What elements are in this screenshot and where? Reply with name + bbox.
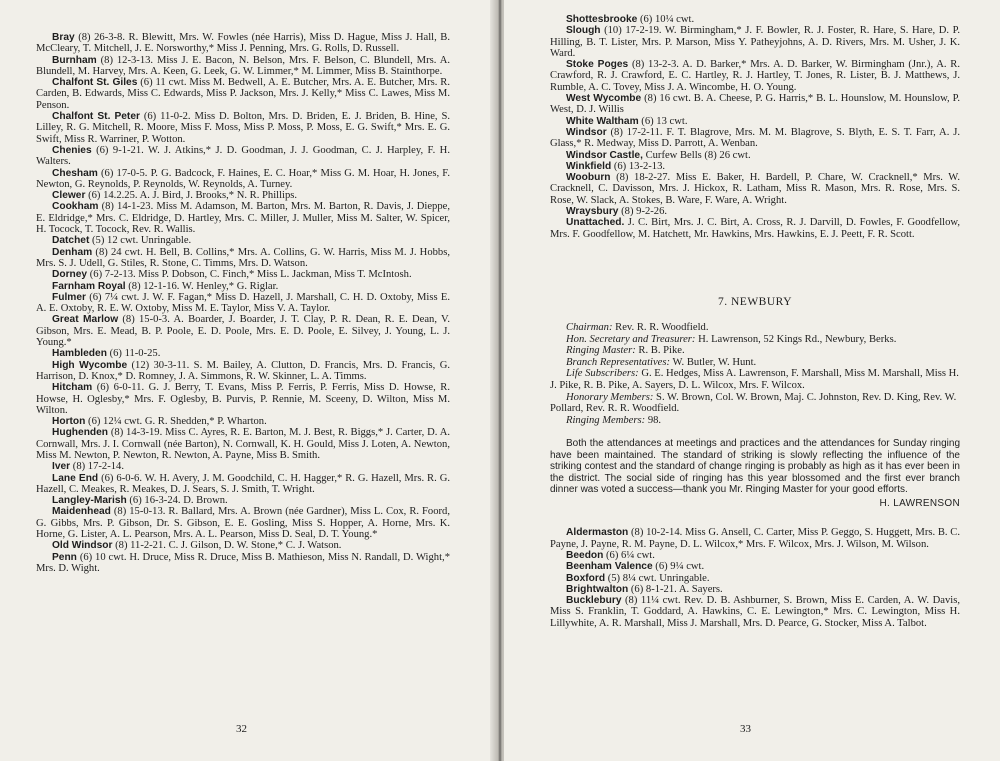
tower-entry: Langley-Marish (6) 16-3-24. D. Brown.	[52, 495, 228, 507]
officer-line: Honorary Members: S. W. Brown, Col. W. Brown, Maj. C. Johnston, Rev. D. King, Rev. W. Pollard, Rev. R. R. Woodfield.	[550, 391, 957, 415]
tower-entry: Shottesbrooke (6) 10¼ cwt.	[566, 14, 695, 25]
right-page	[504, 0, 1000, 761]
tower-entry: Iver (8) 17-2-14.	[52, 461, 124, 473]
tower-entry: Bucklebury (8) 11¼ cwt. Rev. D. B. Ashburner, S. Brown, Miss E. Carden, A. W. Davis, Miss S. Franklin, T. Goddard, A. Hawkins, C. E. Lewington,* Mrs. C. Lewington, Miss H. Lillywhite, A. R. Marshall, Miss J. Marshall, Mrs. D. Pearce, G. Stocker, Miss A. Talbot.	[550, 595, 960, 629]
tower-entry: Dorney (6) 7-2-13. Miss P. Dobson, C. Finch,* Miss L. Jackman, Miss T. McIntosh.	[52, 269, 412, 281]
tower-entry: Chalfont St. Peter (6) 11-0-2. Miss D. Bolton, Mrs. D. Briden, E. J. Briden, B. Hine, S. Lilley, R. G. Mitchell, R. Moore, Miss F. Moss, Miss P. Moss, P. Moss, E. G. Swift,* Mrs. E. G. Swift, Miss R. Warriner, P. Wotton.	[36, 111, 450, 145]
tower-entry: Hughenden (8) 14-3-19. Miss C. Ayres, R. E. Barton, M. J. Best, R. Biggs,* J. Carter, D. A. Cornwall, Mrs. J. I. Cornwall (née Barton), N. Cornwall, K. H. Gould, Miss J. Loten, A. Newton, Miss M. Newton, P. Newton, R. Newton, A. Payne, Miss B. Smith.	[36, 427, 450, 461]
tower-entry: Chalfont St. Giles (6) 11 cwt. Miss M. Bedwell, A. E. Butcher, Mrs. A. E. Butcher, Mrs. R. Carden, B. Edwards, Miss C. Edwards, Miss P. Jackson, Mrs. J. Kelly,* Miss C. Lawes, Miss M. Penson.	[36, 77, 451, 111]
tower-entry: White Waltham (6) 13 cwt.	[566, 115, 688, 127]
tower-entry: Beedon (6) 6¼ cwt.	[566, 549, 655, 561]
tower-entry: Old Windsor (8) 11-2-21. C. J. Gilson, D. W. Stone,* C. J. Watson.	[52, 540, 342, 552]
tower-entry: Clewer (6) 14.2.25. A. J. Bird, J. Brooks,* N. R. Phillips.	[52, 190, 298, 202]
tower-entry: Hitcham (6) 6-0-11. G. J. Berry, T. Evans, Miss P. Ferris, P. Ferris, Miss D. Howse, R. Howse, H. Oglesby,* Mrs. F. Oglesby, B. Purvis, P. Rennie, M. Sceeny, D. Wilton, Miss M. Wilton.	[36, 382, 450, 416]
tower-entry: Brightwalton (6) 8-1-21. A. Sayers.	[566, 583, 723, 595]
tower-entry: Great Marlow (8) 15-0-3. A. Boarder, J. Boarder, J. T. Clay, P. R. Dean, R. E. Dean, V. Gibson, Mrs. E. Mead, B. P. Poole, E. D. Poole, Mrs. E. D. Poole, E. Silvey, J. Young, L. J. Young.*	[36, 314, 450, 349]
tower-entry: Datchet (5) 12 cwt. Unringable.	[52, 235, 192, 247]
tower-entry: Windsor Castle, Curfew Bells (8) 26 cwt.	[566, 149, 751, 161]
tower-entry: West Wycombe (8) 16 cwt. B. A. Cheese, P. G. Harris,* B. L. Hounslow, M. Hounslow, P. West, D. J. Willis	[550, 93, 960, 116]
report-signature: H. LAWRENSON	[879, 498, 960, 510]
tower-entry: Windsor (8) 17-2-11. F. T. Blagrove, Mrs. M. M. Blagrove, S. Blyth, E. S. T. Farr, A. J. Glass,* R. Medway, Miss D. Parrott, A. Wenban.	[550, 126, 960, 150]
tower-entry: Chesham (6) 17-0-5. P. G. Badcock, F. Haines, E. C. Hoar,* Miss G. M. Hoar, H. Jones, F. Newton, G. Reynolds, P. Reynolds, W. Reynolds, A. Turney.	[36, 167, 451, 190]
tower-entry: Aldermaston (8) 10-2-14. Miss G. Ansell, C. Carter, Miss P. Geggo, S. Huggett, Mrs. B. C. Payne, J. Payne, R. M. Payne, D. L. Wilcox,* Mrs. F. Wilcox, Mrs. J. Wilson, M. Wilson.	[550, 527, 960, 550]
tower-entry: Fulmer (6) 7¼ cwt. J. W. F. Fagan,* Miss D. Hazell, J. Marshall, C. H. D. Oxtoby, Miss E. A. E. Oxtoby, R. E. W. Oxtoby, Miss M. E. Taylor, Miss V. A. Taylor.	[36, 291, 450, 315]
right-entries-bottom	[550, 527, 960, 629]
tower-entry: Burnham (8) 12-3-13. Miss J. E. Bacon, N. Belson, Mrs. F. Belson, C. Blundell, Mrs. A. Blundell, M. Harvey, Mrs. A. Keen, G. Leek, G. W. Limmer,* M. Limmer, Miss B. Stainthorpe.	[36, 54, 450, 77]
tower-entry: Farnham Royal (8) 12-1-16. W. Henley,* G. Riglar.	[52, 280, 279, 292]
officer-line: Hon. Secretary and Treasurer: H. Lawrenson, 52 Kings Rd., Newbury, Berks.	[566, 333, 897, 345]
tower-entry: Penn (6) 10 cwt. H. Druce, Miss R. Druce, Miss B. Mathieson, Miss N. Randall, D. Wight,* Mrs. D. Wight.	[36, 551, 450, 574]
branch-officers	[550, 322, 960, 426]
tower-entry: Hambleden (6) 11-0-25.	[52, 348, 161, 360]
right-entries-top	[550, 14, 960, 240]
tower-entry: Beenham Valence (6) 9¼ cwt.	[566, 561, 705, 573]
page-number: 33	[740, 723, 751, 735]
tower-entry: Boxford (5) 8¼ cwt. Unringable.	[566, 572, 710, 584]
tower-entry: High Wycombe (12) 30-3-11. S. M. Bailey, A. Clutton, D. Francis, Mrs. D. Francis, G. Harrison, D. Knox,* D. Romney, J. A. Simmons, R. W. Skinner, L. A. Timms.	[36, 359, 450, 382]
tower-entry: Denham (8) 24 cwt. H. Bell, B. Collins,* Mrs. A. Collins, G. W. Harris, Miss M. J. Hobbs, Mrs. S. J. Udell, G. Stiles, R. Stone, C. Timms, Mrs. D. Watson.	[36, 246, 450, 269]
tower-entry: Horton (6) 12¼ cwt. G. R. Shedden,* P. Wharton.	[52, 416, 267, 428]
page-number: 32	[236, 723, 247, 735]
section-heading: 7. NEWBURY	[718, 295, 792, 308]
left-entries	[36, 32, 450, 574]
tower-entry: Unattached. J. C. Birt, Mrs. J. C. Birt, A. Cross, R. J. Darvill, D. Fowles, F. Goodfellow, Mrs. F. Goodfellow, M. Hatchett, Mr. Hawkins, Mrs. Hawkins, E. J. Peett, F. R. Scott.	[550, 217, 961, 240]
tower-entry: Maidenhead (8) 15-0-13. R. Ballard, Mrs. A. Brown (née Gardner), Miss L. Cox, R. Foord, G. Gibbs, Mrs. P. Gibson, Dr. S. Gibson, E. E. Gosling, Miss S. Hopper, A. Horne, Mrs. K. Horne, G. Lister, A. L. Pearson, Mrs. A. L. Pearson, Miss D. Seal, D. T. Young.*	[36, 506, 450, 541]
officer-line: Ringing Members: 98.	[566, 414, 662, 426]
tower-entry: Stoke Poges (8) 13-2-3. A. D. Barker,* Mrs. A. D. Barker, W. Birmingham (Jnr.), A. R. Crawford, R. J. Crawford, E. C. Hartley, R. J. Hartley, T. Jones, R. Lister, B. J. Matthews, J. Rumble, A. C. Tovey, Miss J. A. Wincombe, H. O. Young.	[550, 59, 960, 93]
tower-entry: Cookham (8) 14-1-23. Miss M. Adamson, M. Barton, Mrs. M. Barton, R. Davis, J. Dieppe, E. Eldridge,* Mrs. C. Eldridge, D. Hartley, Mrs. C. Miller, J. Muller, Miss M. Salter, W. Spicer, H. Tocock, T. Tocock, Rev. R. Wallis.	[36, 201, 450, 236]
officer-line: Branch Representatives: W. Butler, W. Hunt.	[566, 356, 757, 368]
tower-entry: Wraysbury (8) 9-2-26.	[566, 206, 668, 218]
tower-entry: Winkfield (6) 13-2-13.	[566, 160, 666, 172]
tower-entry: Chenies (6) 9-1-21. W. J. Atkins,* J. D. Goodman, J. J. Goodman, C. J. Harpley, F. H. Walters.	[36, 144, 450, 168]
officer-line: Chairman: Rev. R. R. Woodfield.	[566, 321, 709, 333]
officer-line: Life Subscribers: G. E. Hedges, Miss A. Lawrenson, F. Marshall, Miss M. Marshall, Miss H. J. Pike, R. B. Pike, A. Sayers, D. L. Wilcox, Mrs. F. Wilcox.	[550, 368, 959, 391]
officer-line: Ringing Master: R. B. Pike.	[566, 345, 685, 357]
tower-entry: Wooburn (8) 18-2-27. Miss E. Baker, H. Bardell, P. Chare, W. Cracknell,* Mrs. W. Cracknell, C. Davisson, Mrs. J. Hickox, R. Latham, Miss R. Mason, Mrs. R. Rose, Mrs. S. Rose, W. Slack, A. Stokes, B. Ware, F. Ware, A. Wright.	[550, 172, 960, 206]
tower-entry: Lane End (6) 6-0-6. W. H. Avery, J. M. Goodchild, C. H. Hagger,* R. G. Hazell, Mrs. R. G. Hazell, C. Meakes, R. Meakes, D. J. Sears, S. J. Smith, T. Wright.	[36, 472, 450, 495]
branch-report: Both the attendances at meetings and practices and the attendances for Sunday ringing have been maintained. The standard of striking is slowly reflecting the influence of the striking contest and the standard of change ringing is probably as high as it has ever been in the district. The social side of ringing has this year blossomed and the first ever branch dinner was voted a success—thank you Mr. Ringing Master for your good efforts.	[550, 438, 960, 495]
tower-entry: Slough (10) 17-2-19. W. Birmingham,* J. F. Bowler, R. J. Foster, R. Hare, S. Hare, D. P. Hilling, B. T. Lister, Mrs. P. Marson, Miss Y. Patheyjohns, A. D. Rivers, Mrs. M. Usher, J. K. Ward.	[550, 25, 960, 59]
tower-entry: Bray (8) 26-3-8. R. Blewitt, Mrs. W. Fowles (née Harris), Miss D. Hague, Miss J. Hall, B. McCleary, T. Mitchell, J. E. Norsworthy,* Miss J. Penning, Mrs. G. Rolls, D. Russell.	[36, 32, 450, 55]
left-page	[0, 0, 496, 761]
